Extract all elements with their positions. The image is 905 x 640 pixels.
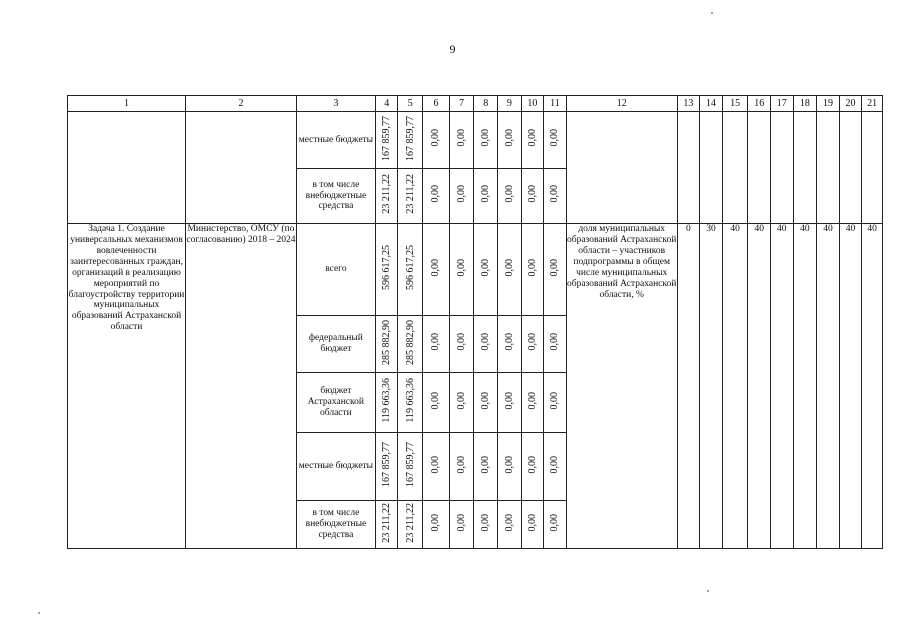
year-value-cell — [449, 433, 474, 501]
amount-cell-text: 119 663,36 — [404, 378, 416, 423]
column-header: 4 — [375, 96, 398, 112]
year-value-cell — [474, 433, 498, 501]
amount-cell — [398, 373, 423, 433]
column-header: 8 — [474, 96, 498, 112]
year-value-cell — [423, 316, 450, 373]
year-value-cell — [449, 169, 474, 224]
year-value-cell-text: 0,00 — [430, 333, 442, 351]
year-value-cell-text: 0,00 — [549, 513, 561, 532]
amount-cell-text: 167 859,77 — [404, 115, 416, 161]
year-value-cell-text: 0,00 — [430, 258, 442, 277]
year-value-cell — [474, 501, 498, 549]
year-value-cell — [423, 112, 450, 169]
year-value-cell — [544, 112, 567, 169]
column-header: 11 — [544, 96, 567, 112]
header-row — [68, 96, 883, 112]
year-value-cell-text: 0,00 — [455, 185, 467, 203]
indicator-value: 40 — [862, 224, 883, 549]
amount-cell-text: 23 211,22 — [380, 502, 392, 543]
amount-cell-text: 596 617,25 — [404, 245, 416, 291]
amount-cell-text: 23 211,22 — [404, 502, 416, 543]
year-value-cell — [521, 112, 544, 169]
year-value-cell-text: 0,00 — [526, 333, 538, 351]
year-value-cell-text: 0,00 — [455, 333, 467, 351]
column-header: 16 — [748, 96, 771, 112]
amount-cell — [398, 224, 423, 316]
column-header: 18 — [793, 96, 817, 112]
year-value-cell — [474, 169, 498, 224]
year-value-cell-text: 0,00 — [430, 129, 442, 147]
year-value-cell-text: 0,00 — [549, 333, 561, 351]
year-value-cell — [474, 112, 498, 169]
amount-cell-text: 119 663,36 — [380, 378, 392, 423]
funding-source: бюджет Астраханской области — [296, 373, 375, 433]
funding-source: местные бюджеты — [296, 433, 375, 501]
year-value-cell-text: 0,00 — [549, 455, 561, 474]
year-value-cell — [521, 169, 544, 224]
year-value-cell-text: 0,00 — [479, 258, 491, 277]
amount-cell — [375, 433, 398, 501]
year-value-cell — [521, 433, 544, 501]
amount-cell-text: 167 859,77 — [380, 115, 392, 161]
funding-source: в том числе внебюджетные средства — [296, 501, 375, 549]
year-value-cell — [498, 433, 522, 501]
amount-cell-text: 285 882,90 — [380, 319, 392, 365]
column-header: 19 — [817, 96, 840, 112]
indicator-value-empty — [722, 112, 748, 224]
year-value-cell — [544, 316, 567, 373]
year-value-cell-text: 0,00 — [549, 258, 561, 277]
indicator-cell-empty — [566, 112, 677, 224]
column-header: 5 — [398, 96, 423, 112]
table-row — [68, 224, 883, 316]
amount-cell-text: 285 882,90 — [404, 319, 416, 365]
year-value-cell-text: 0,00 — [479, 129, 491, 147]
amount-cell — [398, 112, 423, 169]
year-value-cell — [544, 169, 567, 224]
year-value-cell-text: 0,00 — [479, 513, 491, 532]
indicator-value-empty — [839, 112, 862, 224]
year-value-cell-text: 0,00 — [503, 185, 515, 203]
year-value-cell — [449, 373, 474, 433]
year-value-cell — [474, 316, 498, 373]
year-value-cell-text: 0,00 — [455, 129, 467, 147]
column-header: 10 — [521, 96, 544, 112]
year-value-cell — [423, 169, 450, 224]
year-value-cell — [498, 373, 522, 433]
year-value-cell-text: 0,00 — [503, 258, 515, 277]
amount-cell-text: 167 859,77 — [404, 442, 416, 488]
year-value-cell-text: 0,00 — [479, 185, 491, 203]
indicator-value: 40 — [722, 224, 748, 549]
funding-source: федеральный бюджет — [296, 316, 375, 373]
amount-cell-text: 23 211,22 — [404, 174, 416, 214]
year-value-cell — [498, 224, 522, 316]
indicator-value-empty — [793, 112, 817, 224]
year-value-cell — [521, 501, 544, 549]
amount-cell — [398, 501, 423, 549]
column-header: 1 — [68, 96, 186, 112]
year-value-cell-text: 0,00 — [549, 129, 561, 147]
indicator-value: 40 — [793, 224, 817, 549]
column-header: 6 — [423, 96, 450, 112]
page-number: 9 — [449, 42, 456, 56]
year-value-cell-text: 0,00 — [430, 185, 442, 203]
indicator-value-empty — [862, 112, 883, 224]
year-value-cell-text: 0,00 — [526, 185, 538, 203]
year-value-cell-text: 0,00 — [526, 258, 538, 277]
year-value-cell — [544, 501, 567, 549]
column-header: 7 — [449, 96, 474, 112]
indicator-value-empty — [771, 112, 794, 224]
indicator-value: 40 — [771, 224, 794, 549]
year-value-cell-text: 0,00 — [455, 258, 467, 277]
amount-cell — [375, 169, 398, 224]
year-value-cell-text: 0,00 — [430, 391, 442, 410]
indicator-value-empty — [700, 112, 723, 224]
year-value-cell — [498, 169, 522, 224]
year-value-cell-text: 0,00 — [479, 333, 491, 351]
year-value-cell-text: 0,00 — [503, 455, 515, 474]
year-value-cell-text: 0,00 — [549, 185, 561, 203]
year-value-cell-text: 0,00 — [430, 513, 442, 532]
amount-cell-text: 167 859,77 — [380, 442, 392, 488]
amount-cell — [375, 224, 398, 316]
year-value-cell — [449, 112, 474, 169]
year-value-cell — [544, 433, 567, 501]
indicator-value-empty — [817, 112, 840, 224]
column-header: 20 — [839, 96, 862, 112]
year-value-cell-text: 0,00 — [526, 513, 538, 532]
year-value-cell — [423, 433, 450, 501]
table-row — [68, 112, 883, 169]
column-header: 17 — [771, 96, 794, 112]
indicator-value: 40 — [748, 224, 771, 549]
funding-source: всего — [296, 224, 375, 316]
column-header: 15 — [722, 96, 748, 112]
year-value-cell-text: 0,00 — [549, 391, 561, 410]
year-value-cell — [521, 373, 544, 433]
indicator-value: 40 — [817, 224, 840, 549]
indicator-value-empty — [748, 112, 771, 224]
amount-cell — [398, 169, 423, 224]
amount-cell — [375, 501, 398, 549]
amount-cell — [398, 433, 423, 501]
column-header: 3 — [296, 96, 375, 112]
year-value-cell — [498, 112, 522, 169]
amount-cell — [375, 373, 398, 433]
amount-cell — [398, 316, 423, 373]
column-header: 21 — [862, 96, 883, 112]
year-value-cell — [423, 501, 450, 549]
year-value-cell-text: 0,00 — [503, 391, 515, 410]
executor-cell-empty — [186, 112, 297, 224]
task-name: Задача 1. Создание универсальных механизмов вовлеченности заинтересованных граждан, организаций в реализацию мероприятий по благоустройству территории муниципальных образований Астраханской области — [68, 224, 186, 549]
column-header: 2 — [186, 96, 297, 112]
year-value-cell-text: 0,00 — [526, 391, 538, 410]
year-value-cell — [498, 501, 522, 549]
indicator-value-empty — [677, 112, 700, 224]
year-value-cell — [423, 373, 450, 433]
column-header: 9 — [498, 96, 522, 112]
year-value-cell-text: 0,00 — [479, 455, 491, 474]
indicator-value: 30 — [700, 224, 723, 549]
column-header: 13 — [677, 96, 700, 112]
year-value-cell — [449, 224, 474, 316]
year-value-cell — [423, 224, 450, 316]
year-value-cell — [544, 224, 567, 316]
year-value-cell — [449, 501, 474, 549]
budget-table — [67, 95, 883, 549]
year-value-cell-text: 0,00 — [455, 391, 467, 410]
year-value-cell-text: 0,00 — [430, 455, 442, 474]
year-value-cell-text: 0,00 — [526, 129, 538, 147]
amount-cell — [375, 316, 398, 373]
year-value-cell-text: 0,00 — [455, 513, 467, 532]
year-value-cell-text: 0,00 — [503, 333, 515, 351]
amount-cell-text: 23 211,22 — [380, 174, 392, 214]
column-header: 14 — [700, 96, 723, 112]
year-value-cell-text: 0,00 — [503, 129, 515, 147]
year-value-cell-text: 0,00 — [526, 455, 538, 474]
year-value-cell-text: 0,00 — [455, 455, 467, 474]
year-value-cell — [474, 224, 498, 316]
indicator-name: доля муниципальных образований Астраханской области – участников подпрограммы в общем числе муниципальных образований Астраханской области, % — [566, 224, 677, 549]
funding-source: в том числе внебюджетные средства — [296, 169, 375, 224]
column-header: 12 — [566, 96, 677, 112]
indicator-value: 0 — [677, 224, 700, 549]
year-value-cell — [521, 224, 544, 316]
indicator-value: 40 — [839, 224, 862, 549]
task-cell-empty — [68, 112, 186, 224]
year-value-cell — [474, 373, 498, 433]
funding-source: местные бюджеты — [296, 112, 375, 169]
year-value-cell — [449, 316, 474, 373]
year-value-cell — [498, 316, 522, 373]
year-value-cell-text: 0,00 — [503, 513, 515, 532]
amount-cell — [375, 112, 398, 169]
year-value-cell — [544, 373, 567, 433]
task-executor: Министерство, ОМСУ (по согласованию) 2018 – 2024 — [186, 224, 297, 549]
year-value-cell — [521, 316, 544, 373]
year-value-cell-text: 0,00 — [479, 391, 491, 410]
amount-cell-text: 596 617,25 — [380, 245, 392, 291]
